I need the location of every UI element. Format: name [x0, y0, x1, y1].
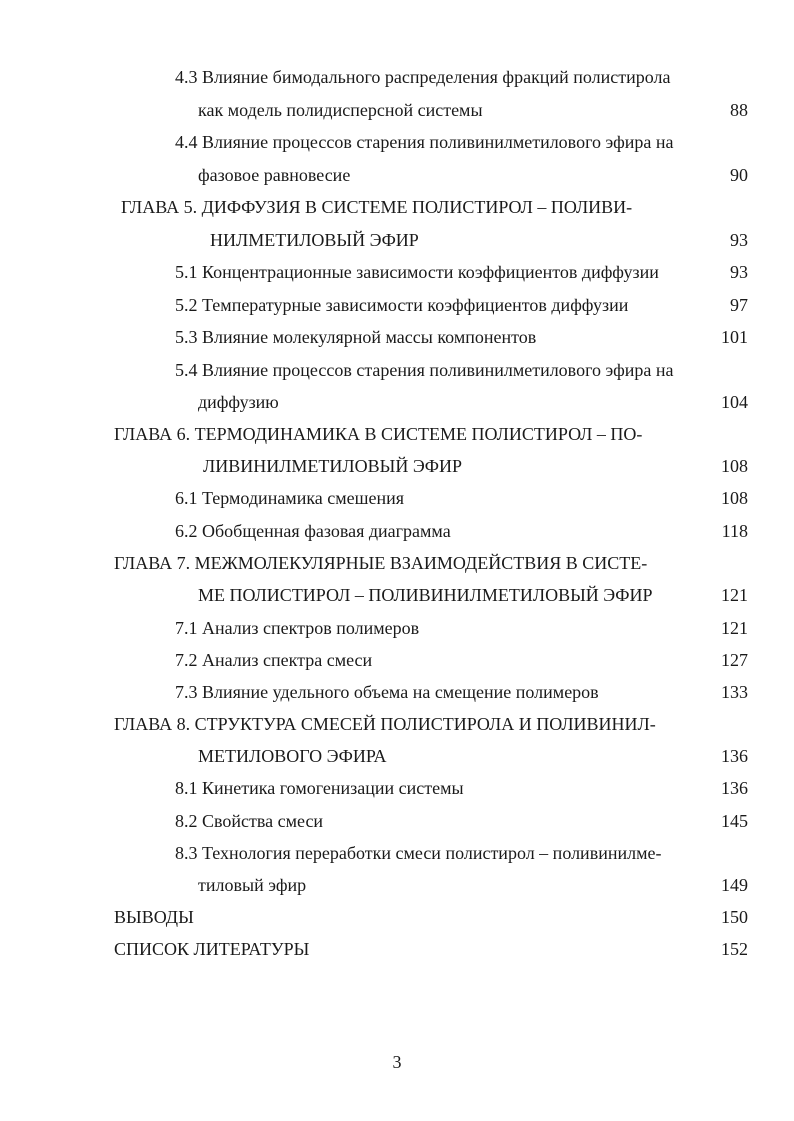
- toc-entry-4-3-line-1: 4.3 Влияние бимодального распределения фракций полистирола: [175, 67, 671, 87]
- toc-references: СПИСОК ЛИТЕРАТУРЫ: [114, 939, 310, 959]
- toc-entry-8-1-page: 136: [721, 778, 748, 798]
- toc-conclusions-page: 150: [721, 907, 748, 927]
- toc-chapter-5-line-2: НИЛМЕТИЛОВЫЙ ЭФИР: [210, 230, 419, 250]
- toc-chapter-8-line-1: ГЛАВА 8. СТРУКТУРА СМЕСЕЙ ПОЛИСТИРОЛА И ПОЛИВИНИЛ-: [114, 714, 656, 734]
- toc-entry-5-4-page: 104: [721, 392, 748, 412]
- toc-entry-4-3-line-2: как модель полидисперсной системы: [198, 100, 483, 120]
- toc-chapter-8-page: 136: [721, 746, 748, 766]
- toc-entry-4-4-page: 90: [730, 165, 748, 185]
- toc-chapter-6-line-1: ГЛАВА 6. ТЕРМОДИНАМИКА В СИСТЕМЕ ПОЛИСТИРОЛ – ПО-: [114, 424, 643, 444]
- toc-entry-4-4-line-1: 4.4 Влияние процессов старения поливинилметилового эфира на: [175, 132, 674, 152]
- toc-chapter-6-line-2: ЛИВИНИЛМЕТИЛОВЫЙ ЭФИР: [203, 456, 463, 476]
- toc-entry-8-1: 8.1 Кинетика гомогенизации системы: [175, 778, 464, 798]
- toc-chapter-7-line-2: МЕ ПОЛИСТИРОЛ – ПОЛИВИНИЛМЕТИЛОВЫЙ ЭФИР: [198, 585, 653, 605]
- toc-entry-5-2: 5.2 Температурные зависимости коэффициентов диффузии: [175, 295, 629, 315]
- toc-entry-6-2: 6.2 Обобщенная фазовая диаграмма: [175, 521, 451, 541]
- toc-entry-6-1-page: 108: [721, 488, 748, 508]
- toc-chapter-7-page: 121: [721, 585, 748, 605]
- toc-chapter-8-line-2: МЕТИЛОВОГО ЭФИРА: [198, 746, 387, 766]
- toc-conclusions: ВЫВОДЫ: [114, 907, 194, 927]
- toc-entry-8-3-line-2: тиловый эфир: [198, 875, 307, 895]
- toc-entry-6-1: 6.1 Термодинамика смешения: [175, 488, 405, 508]
- toc-entry-4-4-line-2: фазовое равновесие: [198, 165, 351, 185]
- toc-entry-7-2-page: 127: [721, 650, 748, 670]
- toc-entry-5-4-line-1: 5.4 Влияние процессов старения поливинилметилового эфира на: [175, 360, 674, 380]
- toc-entry-5-1-page: 93: [730, 262, 748, 282]
- toc-entry-7-1: 7.1 Анализ спектров полимеров: [175, 618, 420, 638]
- toc-entry-6-2-page: 118: [721, 521, 748, 541]
- toc-entry-8-3-page: 149: [721, 875, 748, 895]
- toc-chapter-6-page: 108: [721, 456, 748, 476]
- toc-entry-7-3: 7.3 Влияние удельного объема на смещение полимеров: [175, 682, 599, 702]
- toc-entry-5-3: 5.3 Влияние молекулярной массы компонентов: [175, 327, 537, 347]
- toc-chapter-5-page: 93: [730, 230, 748, 250]
- toc-entry-5-4-line-2: диффузию: [198, 392, 279, 412]
- toc-chapter-7-line-1: ГЛАВА 7. МЕЖМОЛЕКУЛЯРНЫЕ ВЗАИМОДЕЙСТВИЯ В СИСТЕ-: [114, 553, 648, 573]
- toc-entry-5-2-page: 97: [730, 295, 748, 315]
- toc-entry-8-2: 8.2 Свойства смеси: [175, 811, 324, 831]
- toc-entry-4-3-page: 88: [730, 100, 748, 120]
- toc-chapter-5-line-1: ГЛАВА 5. ДИФФУЗИЯ В СИСТЕМЕ ПОЛИСТИРОЛ – ПОЛИВИ-: [121, 197, 633, 217]
- toc-entry-8-2-page: 145: [721, 811, 748, 831]
- toc-entry-8-3-line-1: 8.3 Технология переработки смеси полистирол – поливинилме-: [175, 843, 662, 863]
- toc-entry-5-3-page: 101: [721, 327, 748, 347]
- toc-entry-5-1: 5.1 Концентрационные зависимости коэффициентов диффузии: [175, 262, 659, 282]
- toc-entry-7-3-page: 133: [721, 682, 748, 702]
- toc-references-page: 152: [721, 939, 748, 959]
- page-number: 3: [392, 1052, 402, 1072]
- toc-entry-7-1-page: 121: [721, 618, 748, 638]
- toc-entry-7-2: 7.2 Анализ спектра смеси: [175, 650, 373, 670]
